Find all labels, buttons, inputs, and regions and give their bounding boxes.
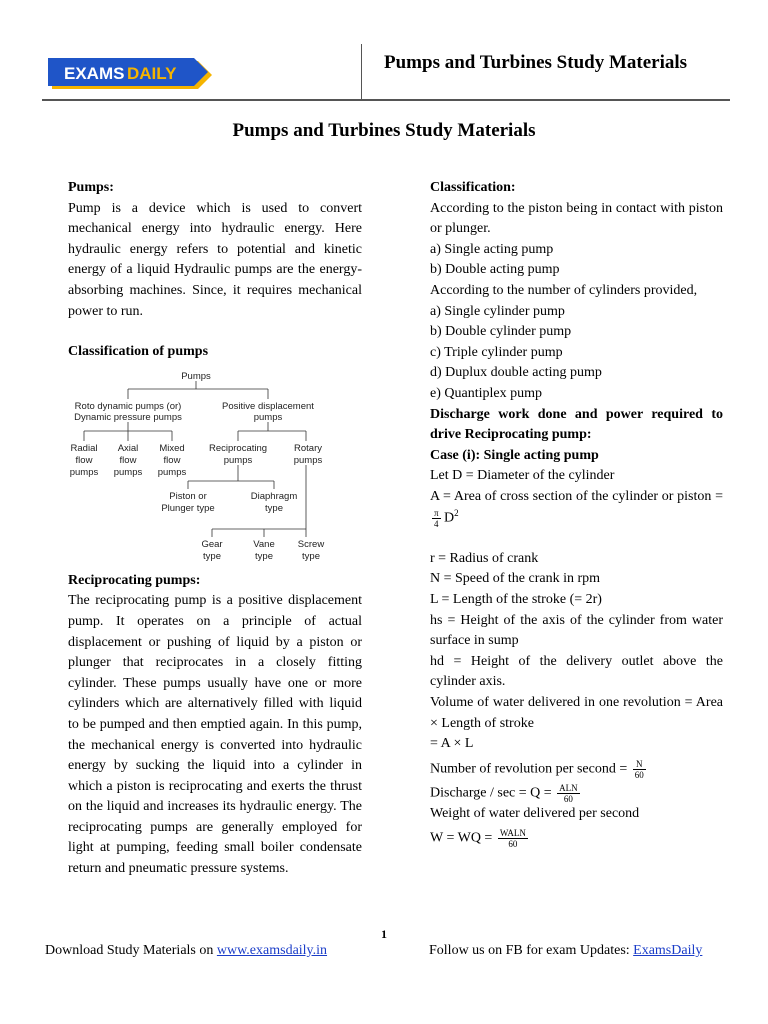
area-exponent: 2 <box>454 507 459 518</box>
logo-text-daily: DAILY <box>127 64 177 83</box>
diagram-vane-2: type <box>255 550 273 562</box>
hd-definition: hd = Height of the delivery outlet above the cylinder axis. <box>430 653 723 690</box>
w-fraction <box>498 828 528 849</box>
diagram-roto-2: Dynamic pressure pumps <box>74 411 182 423</box>
left-column <box>68 178 362 880</box>
revolution-line <box>430 759 723 780</box>
piston-intro: According to the piston being in contact with piston or plunger. <box>430 200 723 237</box>
diagram-roto-1: Roto dynamic pumps (or) <box>74 400 182 412</box>
classification-of-pumps-heading: Classification of pumps <box>68 344 209 360</box>
area-d: D <box>440 510 455 526</box>
diagram-gear-1: Gear <box>201 538 223 550</box>
cylinder-intro: According to the number of cylinders provided, <box>430 282 698 298</box>
let-d-line: Let D = Diameter of the cylinder <box>430 468 615 484</box>
diagram-mixed-1: Mixed <box>159 442 185 454</box>
footer-right <box>429 943 702 959</box>
area-text: A = Area of cross section of the cylinder or piston = <box>430 488 723 504</box>
cylinder-item-b: b) Double cylinder pump <box>430 324 572 340</box>
right-column <box>430 178 723 849</box>
diagram-diaphragm-2: type <box>265 502 283 514</box>
examsdaily-website-link[interactable]: www.examsdaily.in <box>216 943 328 958</box>
pumps-paragraph: Pump is a device which is used to convert mechanical energy into hydraulic energy. Here hydraulic energy refers to potential and kinetic energy of a liquid Hydraulic pumps are the energy-absorbing machines. Since, it requires mechanical power to run. <box>68 200 362 319</box>
diagram-vane-1: Vane <box>253 538 275 550</box>
revolution-fraction <box>633 759 646 780</box>
piston-item-b: b) Double acting pump <box>430 262 560 278</box>
fraction-denominator: 4 <box>434 518 439 529</box>
fraction-numerator: WALN <box>499 827 526 838</box>
diagram-piston-2: Plunger type <box>161 502 215 514</box>
examsdaily-facebook-link[interactable]: ExamsDaily <box>633 943 703 958</box>
fraction-numerator: N <box>633 759 646 770</box>
exams-daily-logo <box>44 44 212 100</box>
discharge-heading: Discharge work done and power required to drive Reciprocating pump: <box>430 406 723 443</box>
header-rule <box>42 99 730 101</box>
hs-definition: hs = Height of the axis of the cylinder from water surface in sump <box>430 612 723 649</box>
footer-left <box>45 943 327 959</box>
area-line <box>430 487 723 529</box>
l-definition: L = Length of the stroke (= 2r) <box>430 592 602 607</box>
diagram-recip-2: pumps <box>223 454 253 466</box>
reciprocating-pumps-paragraph: The reciprocating pump is a positive displacement pump. It operates on a principle of actual displacement or pushing of liquid by a piston or plunger that reciprocates in a closely fitting cylinder. These pumps usually have one or more cylinders which are alternatively filled with liquid to be pumped and then emptied again. In this pump, the mechanical energy is converted into hydraulic energy by sucking the liquid into a cylinder in which a piston is reciprocating and exerts the thrust on the liquid and increases its hydraulic energy. The reciprocating pumps are generally employed for light at pumping, feeding small boiler condensate return and pneumatic pressure systems. <box>68 593 362 877</box>
w-text: W = WQ = <box>430 830 496 846</box>
revolution-text: Number of revolution per second = <box>430 761 631 777</box>
w-line <box>430 828 723 849</box>
fraction-denominator: 60 <box>508 838 518 849</box>
diagram-radial-3: pumps <box>69 466 99 478</box>
volume-line: Volume of water delivered in one revolution = Area × Length of stroke <box>430 694 723 731</box>
diagram-rotary-2: pumps <box>293 454 323 466</box>
fraction-numerator: π <box>434 507 439 518</box>
diagram-screw-2: type <box>302 550 320 562</box>
diagram-axial-2: flow <box>119 454 137 466</box>
header-title: Pumps and Turbines Study Materials <box>384 52 688 73</box>
piston-item-a: a) Single acting pump <box>430 241 554 257</box>
case-heading: Case (i): Single acting pump <box>430 447 599 463</box>
reciprocating-pumps-heading: Reciprocating pumps: <box>68 572 201 588</box>
diagram-radial-2: flow <box>75 454 93 466</box>
logo-text-exams: EXAMS <box>64 64 125 83</box>
page-number: 1 <box>381 927 387 941</box>
footer-right-text: Follow us on FB for exam Updates: <box>429 943 634 958</box>
diagram-screw-1: Screw <box>297 538 325 550</box>
diagram-diaphragm-1: Diaphragm <box>250 490 298 502</box>
axl-line: = A × L <box>430 736 474 752</box>
pi-over-4-fraction <box>432 508 441 529</box>
discharge-fraction <box>557 783 580 804</box>
diagram-axial-3: pumps <box>113 466 143 478</box>
fraction-denominator: 60 <box>563 794 573 805</box>
diagram-rotary-1: Rotary <box>294 442 322 454</box>
diagram-gear-2: type <box>203 550 221 562</box>
diagram-mixed-2: flow <box>163 454 181 466</box>
fraction-denominator: 60 <box>634 769 644 780</box>
pumps-heading: Pumps: <box>68 180 114 195</box>
fraction-numerator: ALN <box>559 783 578 794</box>
n-definition: N = Speed of the crank in rpm <box>430 571 601 587</box>
footer-left-text: Download Study Materials on <box>45 943 217 958</box>
diagram-radial-1: Radial <box>70 442 98 454</box>
header-divider <box>361 44 362 99</box>
pump-classification-diagram <box>68 369 338 567</box>
discharge-text: Discharge / sec = Q = <box>430 785 556 801</box>
cylinder-item-e: e) Quantiplex pump <box>430 385 542 401</box>
diagram-positive-2: pumps <box>253 411 283 423</box>
weight-line: Weight of water delivered per second <box>430 806 640 822</box>
cylinder-item-c: c) Triple cylinder pump <box>430 344 563 360</box>
diagram-axial-1: Axial <box>117 442 139 454</box>
diagram-root: Pumps <box>181 370 211 382</box>
diagram-piston-1: Piston or <box>169 490 207 502</box>
discharge-line <box>430 783 723 804</box>
diagram-mixed-3: pumps <box>157 466 187 478</box>
r-definition: r = Radius of crank <box>430 550 539 566</box>
diagram-recip-1: Reciprocating <box>208 442 268 454</box>
classification-heading: Classification: <box>430 180 516 195</box>
diagram-positive-1: Positive displacement <box>222 400 314 412</box>
cylinder-item-a: a) Single cylinder pump <box>430 303 565 319</box>
cylinder-item-d: d) Duplux double acting pump <box>430 365 602 381</box>
page-title: Pumps and Turbines Study Materials <box>232 120 536 141</box>
